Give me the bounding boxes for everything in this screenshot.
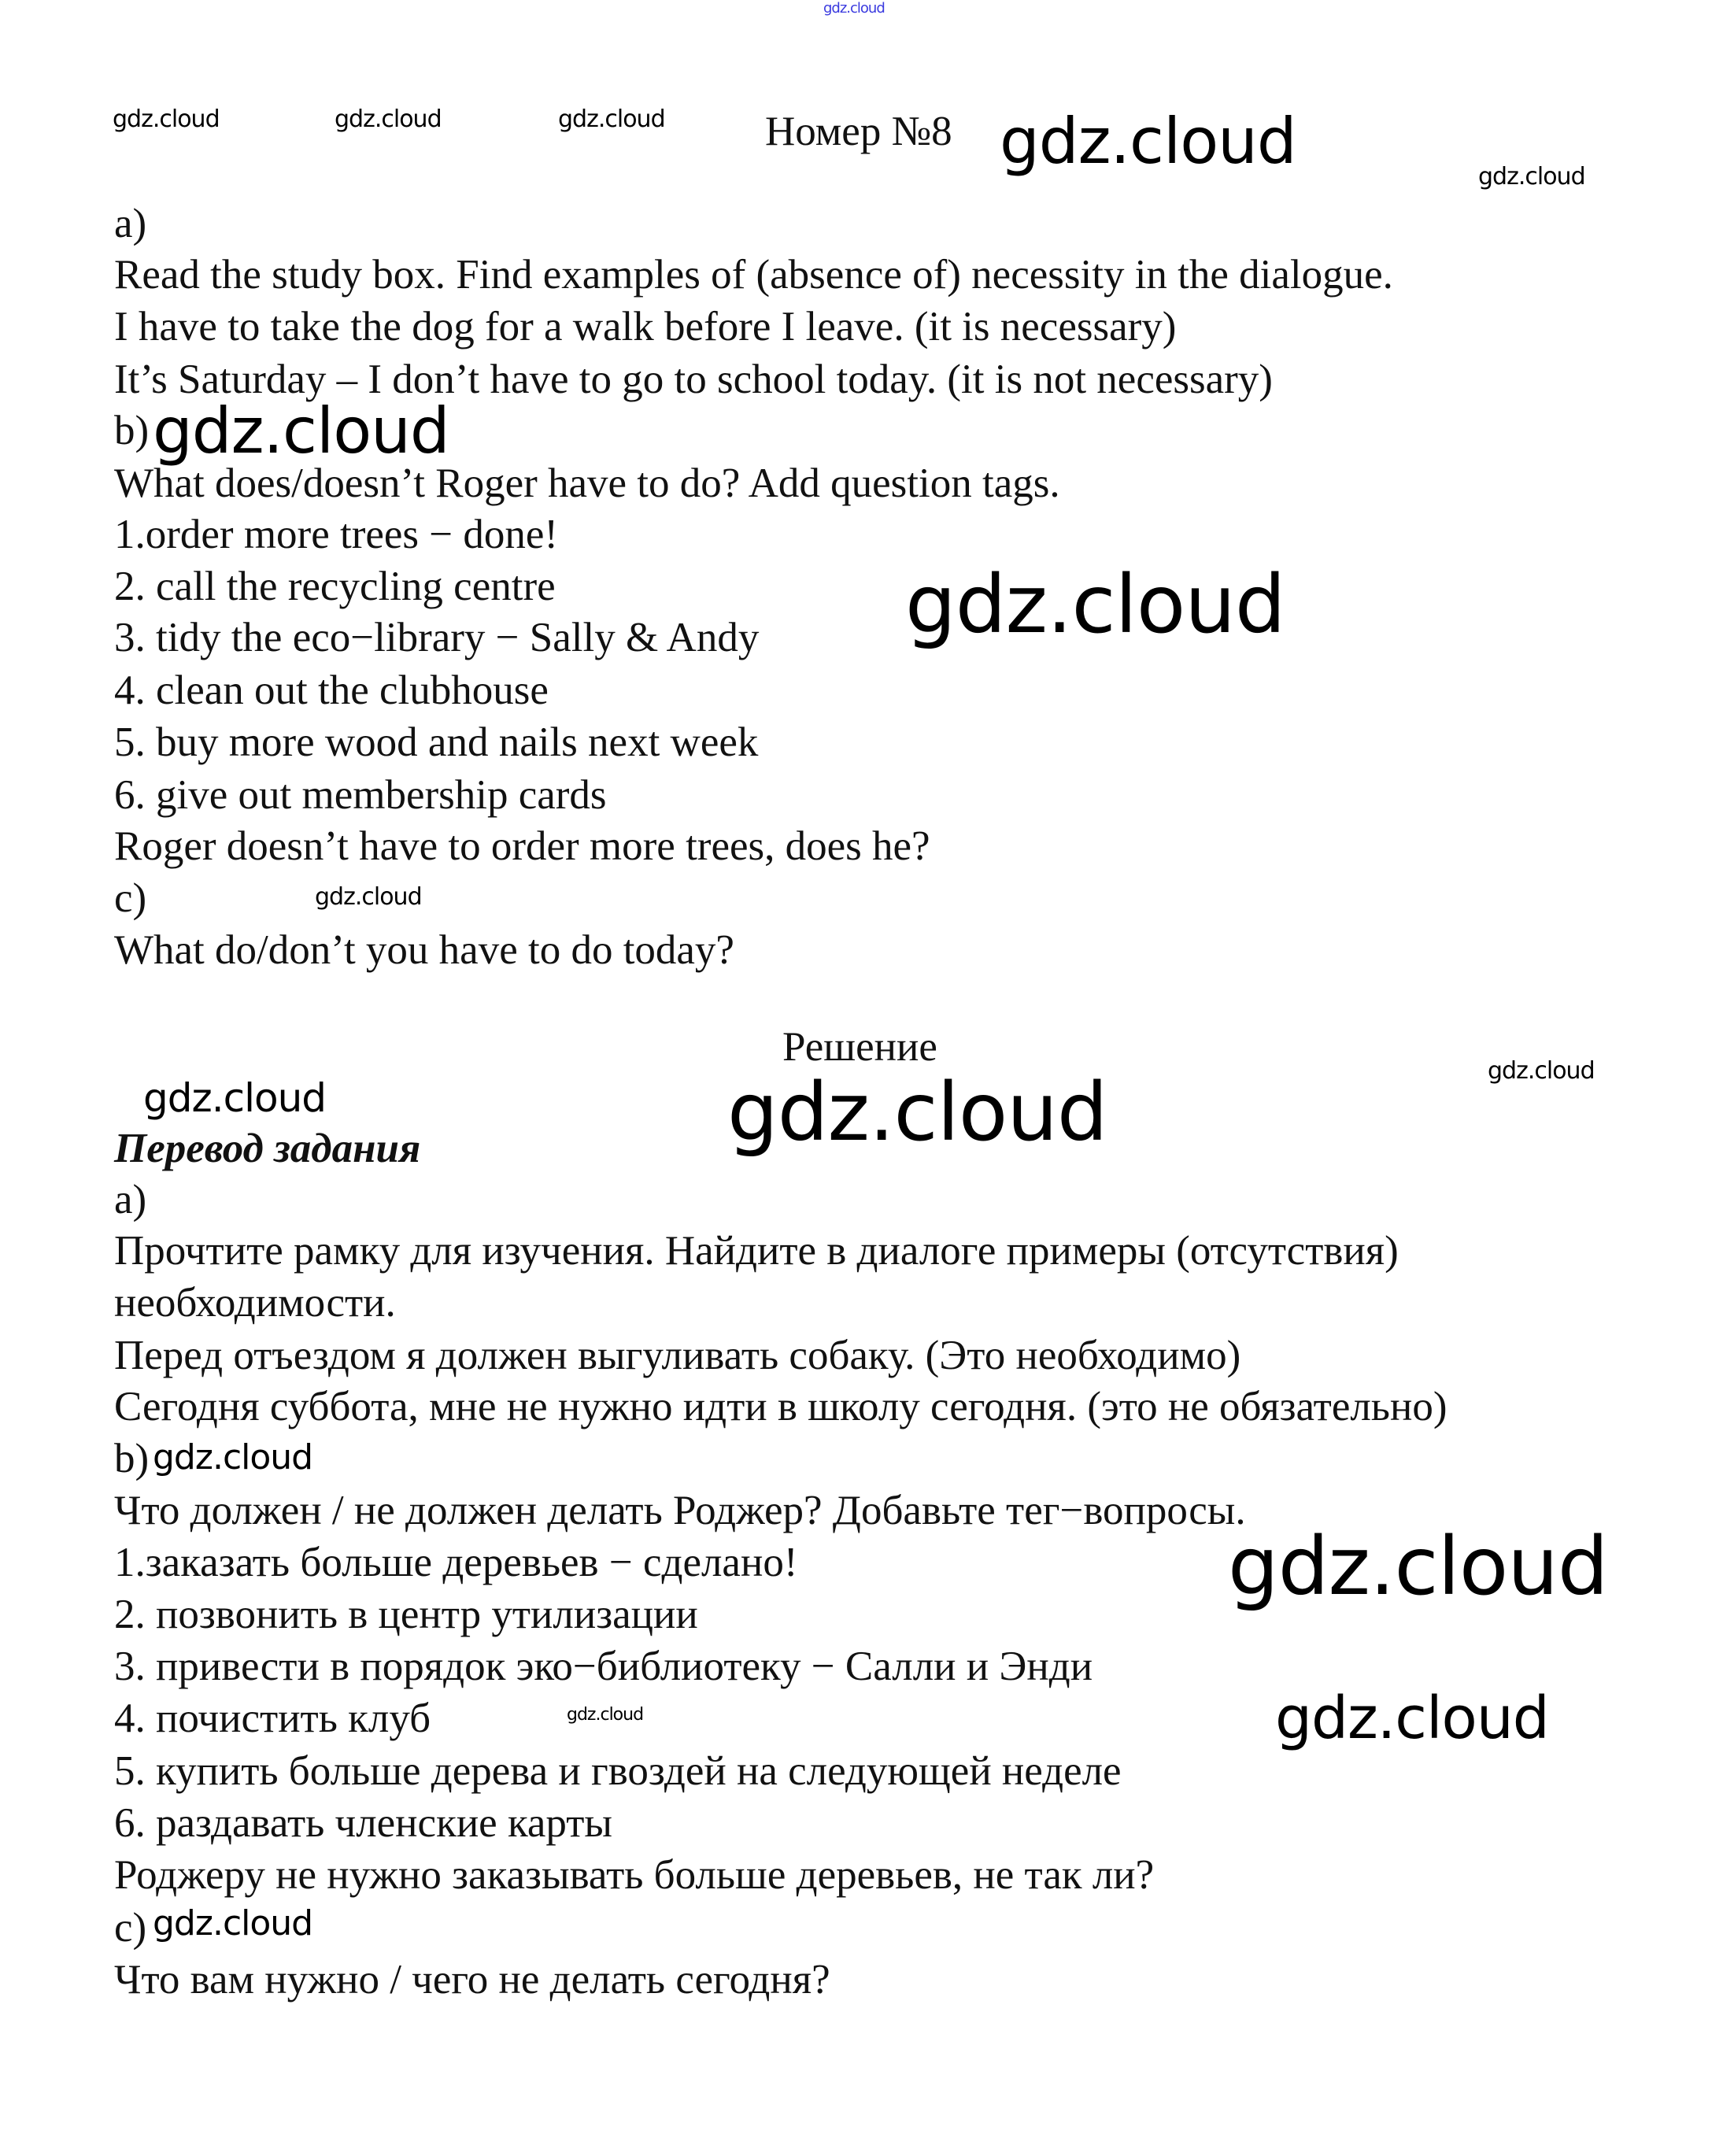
translation-b-label: b) <box>114 1436 150 1481</box>
task-b-item: 4. clean out the clubhouse <box>114 668 549 713</box>
translation-b-item: 4. почистить клуб <box>114 1696 431 1741</box>
watermark: gdz.cloud <box>1488 1057 1595 1085</box>
watermark: gdz.cloud <box>727 1066 1107 1159</box>
translation-b-item: 3. привести в порядок эко−библиотеку − Салли и Энди <box>114 1644 1093 1689</box>
translation-b-example: Роджеру не нужно заказывать больше деревьев, не так ли? <box>114 1852 1155 1898</box>
task-b-item: 3. tidy the eco−library − Sally & Andy <box>114 615 760 660</box>
translation-b-text: Что должен / не должен делать Роджер? Добавьте тег−вопросы. <box>114 1488 1246 1533</box>
top-watermark: gdz.cloud <box>823 0 885 17</box>
task-b-item: 1.order more trees − done! <box>114 512 559 557</box>
translation-a-text-2: необходимости. <box>114 1280 396 1326</box>
translation-heading: Перевод задания <box>114 1126 421 1171</box>
translation-a-example-1: Перед отъездом я должен выгуливать собаку. (Это необходимо) <box>114 1333 1241 1378</box>
watermark: gdz.cloud <box>905 558 1285 652</box>
translation-b-item: 6. раздавать членские карты <box>114 1800 612 1846</box>
watermark: gdz.cloud <box>1275 1684 1549 1752</box>
task-a-text: Read the study box. Find examples of (absence of) necessity in the dialogue. <box>114 252 1393 298</box>
watermark: gdz.cloud <box>153 1437 313 1477</box>
task-a-example-2: It’s Saturday – I don’t have to go to school today. (it is not necessary) <box>114 357 1273 402</box>
watermark: gdz.cloud <box>153 394 449 468</box>
watermark: gdz.cloud <box>315 883 422 911</box>
watermark: gdz.cloud <box>558 105 665 133</box>
task-b-item: 6. give out membership cards <box>114 772 607 818</box>
task-b-item: 5. buy more wood and nails next week <box>114 719 759 765</box>
watermark: gdz.cloud <box>1228 1520 1608 1614</box>
task-c-text: What do/don’t you have to do today? <box>114 927 734 973</box>
watermark: gdz.cloud <box>113 105 220 133</box>
watermark: gdz.cloud <box>335 105 442 133</box>
task-b-example: Roger doesn’t have to order more trees, does he? <box>114 823 930 869</box>
translation-c-text: Что вам нужно / чего не делать сегодня? <box>114 1957 830 2003</box>
watermark: gdz.cloud <box>567 1705 644 1725</box>
translation-a-example-2: Сегодня суббота, мне не нужно идти в школу сегодня. (это не обязательно) <box>114 1384 1447 1429</box>
task-b-label: b) <box>114 408 150 453</box>
task-b-item: 2. call the recycling centre <box>114 564 556 609</box>
task-c-label: c) <box>114 875 147 921</box>
task-b-text: What does/doesn’t Roger have to do? Add question tags. <box>114 460 1060 506</box>
watermark: gdz.cloud <box>1478 163 1585 190</box>
translation-b-item: 1.заказать больше деревьев − сделано! <box>114 1540 798 1585</box>
watermark: gdz.cloud <box>1000 105 1296 178</box>
translation-b-item: 2. позвонить в центр утилизации <box>114 1592 698 1637</box>
translation-c-label: c) <box>114 1905 147 1951</box>
task-a-example-1: I have to take the dog for a walk before I leave. (it is necessary) <box>114 304 1177 349</box>
translation-a-text-1: Прочтите рамку для изучения. Найдите в диалоге примеры (отсутствия) <box>114 1228 1399 1274</box>
watermark: gdz.cloud <box>153 1903 313 1943</box>
translation-b-item: 5. купить больше дерева и гвоздей на следующей неделе <box>114 1748 1122 1794</box>
translation-a-label: a) <box>114 1177 147 1222</box>
page-title: Номер №8 <box>765 109 952 154</box>
solution-heading: Решение <box>782 1024 937 1070</box>
task-a-label: a) <box>114 201 147 246</box>
watermark: gdz.cloud <box>143 1075 327 1121</box>
